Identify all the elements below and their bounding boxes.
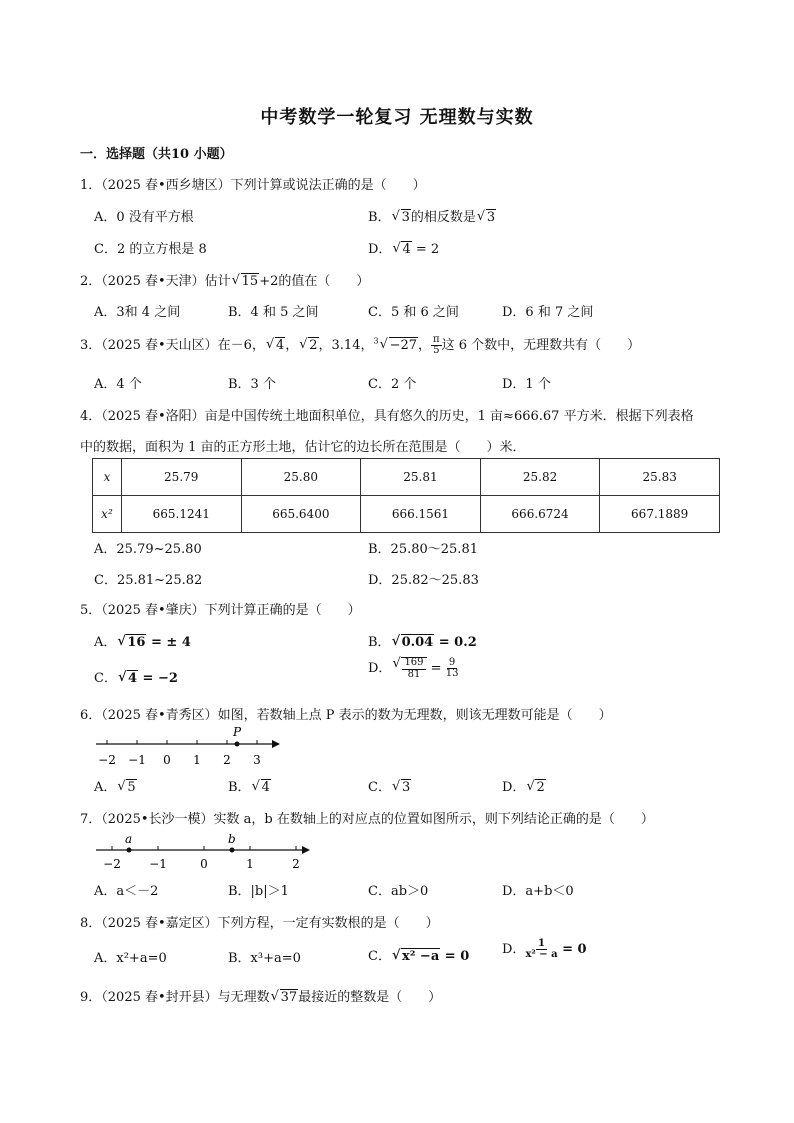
tick-label: 0 (163, 753, 171, 767)
q1-option-a: A．0 没有平方根 (94, 210, 194, 225)
q8-option-d: D． $\frac{1}{\text{x² − a}}$ = 0 (502, 937, 587, 960)
table-cell: 25.80 (241, 459, 361, 496)
q5-option-a: A．√ 16 = ± 4 (94, 631, 191, 650)
point-p (235, 742, 240, 747)
table-cell: x² (93, 496, 122, 533)
point-a (127, 848, 132, 853)
radical: √ 3 (477, 210, 496, 225)
point-p-label: P (233, 725, 242, 739)
q4-option-c: C．25.81~25.82 (94, 573, 203, 588)
radical: √ 15 (232, 274, 260, 289)
q3-option-b: B．3 个 (228, 377, 276, 392)
tick-label: 2 (292, 857, 300, 871)
table-cell: 25.79 (121, 459, 241, 496)
table-cell: 667.1889 (600, 496, 720, 533)
radical: √ 4 (392, 242, 411, 257)
q1-option-c: C．2 的立方根是 8 (94, 242, 207, 257)
q1-option-d: D．√ 4 = 2 (368, 238, 439, 257)
number-line-q6 (92, 724, 292, 770)
q6-option-b: B．√ 4 (228, 776, 271, 795)
q7-option-b: B．|b|＞1 (228, 884, 289, 899)
table-row (93, 459, 720, 496)
q6-option-d: D．√ 2 (502, 776, 546, 795)
q8-option-a: A．x²+a=0 (94, 951, 167, 966)
question-2-stem: 2．（2025 春•天津）估计√ 15+2的值在（ ） (80, 270, 369, 289)
table-cell: 25.81 (361, 459, 481, 496)
question-3-stem: 3．（2025 春•天山区）在－6，√ 4，√ 2，3.14，$^3$√ −27， $\frac{\pi}{5}$ 这 6 个数中，无理数共有（ ） (80, 334, 640, 357)
tick-label: −2 (103, 857, 121, 871)
question-7-stem: 7．（2025•长沙一模）实数 a，b 在数轴上的对应点的位置如图所示，则下列结论正确的是（ ） (80, 812, 654, 827)
q6-option-c: C．√ 3 (368, 776, 411, 795)
q5-option-c: C．√ 4 = −2 (94, 667, 178, 686)
number-line-q7 (92, 830, 322, 874)
question-6-stem: 6．（2025 春•青秀区）如图，若数轴上点 P 表示的数为无理数，则该无理数可能是（ ） (80, 708, 612, 723)
tick-label: 1 (193, 753, 201, 767)
table-cell: 25.82 (480, 459, 600, 496)
q3-option-a: A．4 个 (94, 377, 142, 392)
tick-label: 3 (253, 753, 261, 767)
tick-label: 1 (246, 857, 254, 871)
radical: √ 3 (392, 210, 411, 225)
q8-option-b: B．x³+a=0 (228, 951, 301, 966)
tick-label: −1 (149, 857, 167, 871)
point-b-label: b (228, 832, 236, 846)
question-8-stem: 8．（2025 春•嘉定区）下列方程，一定有实数根的是（ ） (80, 916, 439, 931)
q5-option-b: B．√ 0.04 = 0.2 (368, 631, 477, 650)
q3-option-c: C．2 个 (368, 377, 417, 392)
arrow-icon (302, 846, 310, 854)
tick-label: 2 (223, 753, 231, 767)
q5-option-d: D． √ $\frac{169}{81}$ = $\frac{9}{13}$ (368, 657, 458, 680)
table-cell: 665.6400 (241, 496, 361, 533)
question-1-stem: 1．（2025 春•西乡塘区）下列计算或说法正确的是（ ） (80, 178, 426, 193)
question-4-line2: 中的数据，面积为 1 亩的正方形土地，估计它的边长所在范围是（ ）米． (80, 440, 526, 455)
tick-label: −2 (98, 753, 116, 767)
question-4-line1: 4．（2025 春•洛阳）亩是中国传统土地面积单位，具有悠久的历史，1 亩≈666.67 平方米．根据下列表格 (80, 409, 694, 424)
q6-option-a: A．√ 5 (94, 776, 137, 795)
q4-option-d: D．25.82～25.83 (368, 573, 479, 588)
table-row (93, 496, 720, 533)
question-5-stem: 5．（2025 春•肇庆）下列计算正确的是（ ） (80, 603, 361, 618)
q8-option-c: C．√ x² −a = 0 (368, 945, 469, 964)
q7-option-a: A．a＜－2 (94, 884, 159, 899)
q4-option-a: A．25.79~25.80 (94, 542, 202, 557)
data-table (92, 458, 720, 533)
q2-option-a: A．3和 4 之间 (94, 305, 181, 320)
arrow-icon (272, 740, 280, 748)
table-cell: 665.1241 (121, 496, 241, 533)
q3-option-d: D．1 个 (502, 377, 551, 392)
point-a-label: a (125, 832, 133, 846)
q4-option-b: B．25.80～25.81 (368, 542, 478, 557)
section-heading: 一．选择题（共10 小题） (80, 147, 233, 162)
tick-label: 0 (200, 857, 208, 871)
tick-label: −1 (128, 753, 146, 767)
q1-option-b: B．√ 3的相反数是√ 3 (368, 206, 496, 225)
q2-option-d: D．6 和 7 之间 (502, 305, 594, 320)
q2-option-b: B．4 和 5 之间 (228, 305, 319, 320)
page-title: 中考数学一轮复习 无理数与实数 (260, 107, 534, 128)
q7-option-c: C．ab＞0 (368, 884, 429, 899)
table-cell: 25.83 (600, 459, 720, 496)
table-cell: 666.1561 (361, 496, 481, 533)
q7-option-d: D．a+b＜0 (502, 884, 574, 899)
q2-option-c: C．5 和 6 之间 (368, 305, 459, 320)
table-cell: 666.6724 (480, 496, 600, 533)
table-cell: x (93, 459, 122, 496)
point-b (230, 848, 235, 853)
question-9-stem: 9．（2025 春•封开县）与无理数√ 37最接近的整数是（ ） (80, 986, 441, 1005)
